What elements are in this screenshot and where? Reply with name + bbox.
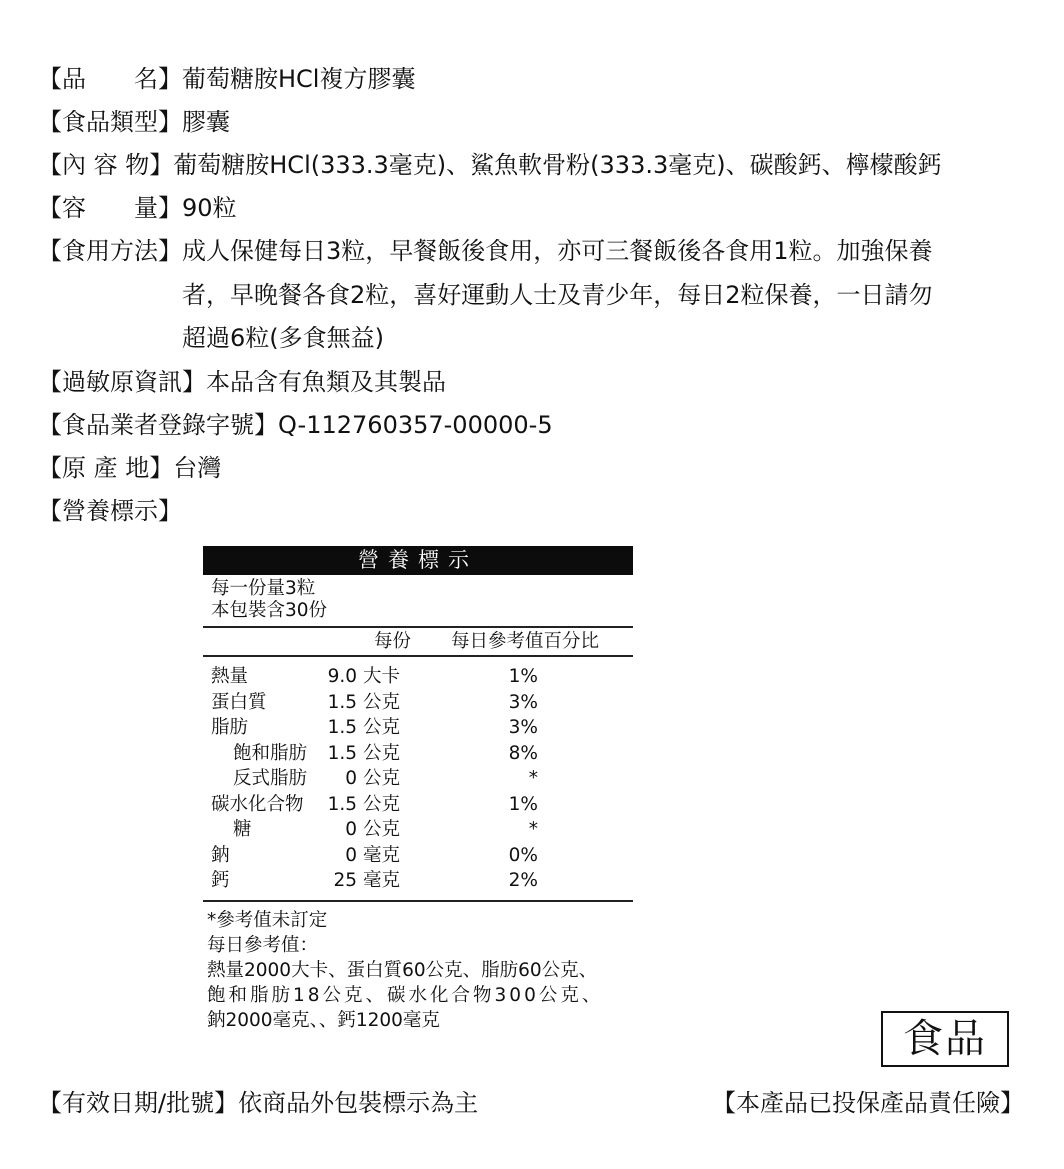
registration-value: Q-112760357-00000-5 xyxy=(278,410,553,439)
nutrition-row xyxy=(203,664,633,690)
note-ref-line-1: 熱量2000大卡、蛋白質60公克、脂肪60公克、 xyxy=(207,959,598,981)
capacity-value: 90粒 xyxy=(182,194,237,222)
contents-key: 【內 容 物】 xyxy=(38,151,174,179)
nutrition-heading: 【營養標示】 xyxy=(38,496,182,525)
nutrient-unit: 毫克 xyxy=(363,844,401,866)
serving-size: 每一份量3粒 xyxy=(211,578,316,599)
nutrition-row xyxy=(203,843,633,869)
nutrition-row xyxy=(203,792,633,818)
product-info xyxy=(38,58,1038,533)
food-type-row xyxy=(38,101,1038,144)
nutrition-row xyxy=(203,817,633,843)
nutrient-amount: 1.5 xyxy=(327,793,357,815)
usage-key: 【食用方法】 xyxy=(38,237,182,265)
nutrient-daily-percent: 1% xyxy=(508,666,538,687)
nutrient-daily-percent: 2% xyxy=(508,870,538,891)
registration-row xyxy=(38,404,1038,447)
nutrient-amount: 1.5 xyxy=(327,742,357,764)
note-ref-line-3: 鈉2000毫克、、鈣1200毫克 xyxy=(207,1009,440,1031)
allergen-key: 【過敏原資訊】 xyxy=(38,367,206,396)
note-ref-line-2: 飽和脂肪18公克、碳水化合物300公克、 xyxy=(207,984,604,1006)
contents-value: 葡萄糖胺HCl(333.3毫克)、鯊魚軟骨粉(333.3毫克)、碳酸鈣、檸檬酸鈣 xyxy=(173,151,942,179)
servings-per-pack: 本包裝含30份 xyxy=(211,600,328,621)
note-ref-title: 每日參考值： xyxy=(207,934,319,956)
origin-key: 【原 產 地】 xyxy=(38,453,174,482)
nutrient-amount: 9.0 xyxy=(327,666,357,687)
insurance-note: 【本產品已投保產品責任險】 xyxy=(712,1089,1024,1117)
expiry-note: 【有效日期/批號】依商品外包裝標示為主 xyxy=(38,1089,479,1117)
nutrition-row xyxy=(203,868,633,894)
nutrition-notes xyxy=(203,902,633,1033)
nutrient-unit: 公克 xyxy=(363,768,401,789)
nutrient-daily-percent: 3% xyxy=(508,717,538,738)
nutrition-title: 營養標示 xyxy=(203,546,633,575)
nutrient-daily-percent: 8% xyxy=(508,742,538,764)
nutrition-row xyxy=(203,715,633,741)
origin-value: 台灣 xyxy=(173,453,222,482)
nutrient-name: 蛋白質 xyxy=(211,691,267,713)
contents-row xyxy=(38,144,1038,187)
note-undefined: *參考值未訂定 xyxy=(207,909,328,931)
nutrition-row xyxy=(203,690,633,716)
nutrient-daily-percent: 3% xyxy=(508,691,538,713)
nutrient-name: 糖 xyxy=(233,819,252,840)
nutrient-unit: 公克 xyxy=(363,742,401,764)
usage-line-2: 者，早晚餐各食2粒，喜好運動人士及青少年，每日2粒保養，一日請勿 xyxy=(182,280,933,309)
serving-info xyxy=(203,575,633,622)
capacity-row xyxy=(38,187,1038,230)
nutrient-name: 飽和脂肪 xyxy=(233,742,308,764)
nutrient-unit: 大卡 xyxy=(363,666,401,687)
nutrient-amount: 25 xyxy=(333,870,357,891)
product-name-row xyxy=(38,58,1038,101)
product-name-value: 葡萄糖胺HCl複方膠囊 xyxy=(182,65,416,93)
product-name-key: 【品 名】 xyxy=(38,65,182,93)
usage-row xyxy=(38,230,1038,361)
nutrient-amount: 0 xyxy=(345,768,357,789)
usage-line-3: 超過6粒(多食無益) xyxy=(182,324,384,352)
food-type-key: 【食品類型】 xyxy=(38,108,182,136)
origin-row xyxy=(38,447,1038,490)
nutrient-unit: 公克 xyxy=(363,717,401,738)
nutrient-amount: 0 xyxy=(345,819,357,840)
allergen-row xyxy=(38,361,1038,404)
nutrient-name: 反式脂肪 xyxy=(233,768,308,789)
nutrient-name: 熱量 xyxy=(211,666,249,687)
nutrient-amount: 0 xyxy=(345,844,357,866)
registration-key: 【食品業者登錄字號】 xyxy=(38,410,278,439)
nutrient-daily-percent: * xyxy=(528,768,538,789)
nutrition-row xyxy=(203,741,633,767)
nutrient-daily-percent: 0% xyxy=(508,844,538,866)
nutrient-unit: 公克 xyxy=(363,819,401,840)
usage-line-1: 成人保健每日3粒，早餐飯後食用，亦可三餐飯後各食用1粒。加強保養 xyxy=(182,237,933,265)
nutrient-unit: 公克 xyxy=(363,691,401,713)
nutrient-daily-percent: 1% xyxy=(508,793,538,815)
allergen-value: 本品含有魚類及其製品 xyxy=(206,367,446,396)
food-type-value: 膠囊 xyxy=(182,108,230,136)
nutrient-name: 鈉 xyxy=(211,844,230,866)
food-stamp: 食品 xyxy=(881,1011,1009,1067)
nutrient-name: 脂肪 xyxy=(211,717,249,738)
nutrient-amount: 1.5 xyxy=(327,691,357,713)
nutrition-panel xyxy=(203,546,633,1033)
nutrition-rows xyxy=(203,657,633,900)
nutrition-heading-row xyxy=(38,490,1038,533)
per-serving-header: 每份 xyxy=(373,631,411,652)
nutrient-amount: 1.5 xyxy=(327,717,357,738)
capacity-key: 【容 量】 xyxy=(38,194,182,222)
nutrient-unit: 公克 xyxy=(363,793,401,815)
nutrient-daily-percent: * xyxy=(528,819,538,840)
daily-percent-header: 每日參考值百分比 xyxy=(450,631,599,652)
nutrition-table-header xyxy=(203,628,633,655)
nutrition-row xyxy=(203,766,633,792)
nutrient-name: 鈣 xyxy=(211,870,230,891)
nutrient-name: 碳水化合物 xyxy=(211,793,304,815)
nutrient-unit: 毫克 xyxy=(363,870,401,891)
